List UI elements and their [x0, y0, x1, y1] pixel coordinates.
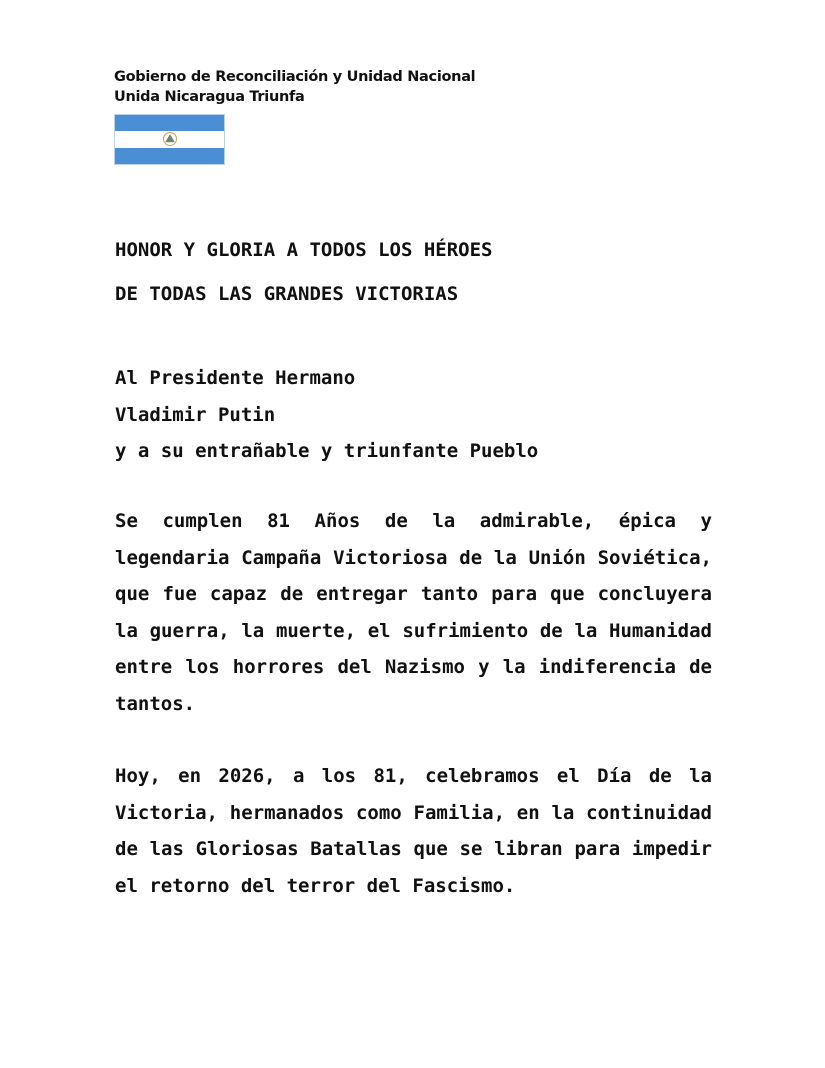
flag-top-band [115, 115, 224, 131]
body-paragraph-1: Se cumplen 81 Años de la admirable, épica y legendaria Campaña Victoriosa de la Unión Soviética, que fue capaz de entregar tanto para que concluyera la guerra, la muerte, el sufrimiento de la Humanidad entre los horrores del Nazismo y la indiferencia de tantos. [115, 510, 712, 715]
title-line-1: HONOR Y GLORIA A TODOS LOS HÉROES [115, 239, 493, 261]
salutation-line-1: Al Presidente Hermano [115, 367, 356, 389]
document-title [115, 228, 493, 316]
letterhead-motto: Unida Nicaragua Triunfa [114, 89, 305, 105]
coat-of-arms-icon [162, 131, 178, 147]
letterhead-government-name: Gobierno de Reconciliación y Unidad Nacional [114, 69, 476, 85]
salutation [115, 360, 538, 470]
flag-bottom-band [115, 148, 224, 164]
letterhead [114, 67, 475, 107]
title-line-2: DE TODAS LAS GRANDES VICTORIAS [115, 283, 459, 305]
salutation-line-2: Vladimir Putin [115, 403, 276, 426]
salutation-line-3: y a su entrañable y triunfante Pueblo [115, 440, 539, 462]
nicaragua-flag-icon [114, 114, 225, 165]
body-paragraph-2: Hoy, en 2026, a los 81, celebramos el Día de la Victoria, hermanados como Familia, en la continuidad de las Gloriosas Batallas que se libran para impedir el retorno del terror del Fascismo. [115, 765, 712, 897]
